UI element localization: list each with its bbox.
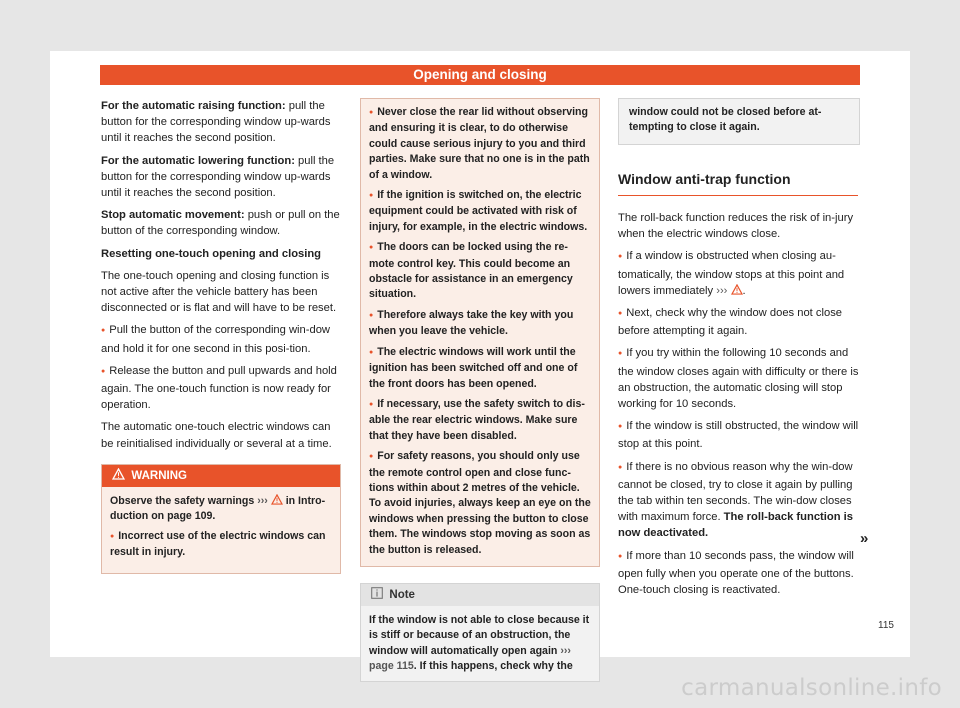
warning-icon xyxy=(112,468,125,480)
bullet-icon xyxy=(618,420,626,432)
bullet-icon xyxy=(369,106,377,118)
note-box xyxy=(360,583,600,682)
warning-bullet xyxy=(369,397,591,444)
list-item-text: If there is no obvious reason why the win-dow cannot be closed, try to close it again by pulling the tab within ten seconds. The win-dow closes with maximum force. xyxy=(618,460,853,524)
warning-header xyxy=(102,465,340,487)
bullet-icon xyxy=(369,309,377,321)
bullet-icon xyxy=(369,450,377,462)
term-lowering: For the automatic lowering function: xyxy=(101,154,295,167)
list-item xyxy=(618,548,860,599)
list-item xyxy=(101,363,341,414)
paragraph-text: pull the button for the corresponding window up-wards until it reaches the second position. xyxy=(101,154,335,200)
warning-box xyxy=(101,464,341,574)
note-label: Note xyxy=(389,588,415,601)
reference-arrow[interactable]: ››› xyxy=(257,494,268,507)
reference-arrow[interactable]: ››› xyxy=(716,284,728,297)
warning-bullet-text: For safety reasons, you should only use the remote control open and close func-tions within about 2 metres of the vehicle. To avoid injuries, always keep an eye on the windows when pressing the button to close them. The windows stop moving as soon as the button is released. xyxy=(369,450,591,556)
warning-bullet xyxy=(369,188,591,235)
section-header: Opening and closing xyxy=(100,65,860,85)
warning-bullet xyxy=(369,105,591,183)
paragraph: The one-touch opening and closing function is not active after the vehicle battery has been disconnected or is flat and will have to be reset. xyxy=(101,269,337,315)
note-body xyxy=(361,606,599,681)
warning-continuation-box xyxy=(360,98,600,567)
column-right xyxy=(618,98,860,604)
warning-icon xyxy=(731,284,743,295)
list-item-text: If the window is still obstructed, the window will stop at this point. xyxy=(618,420,859,451)
warning-bullet-text: Therefore always take the key with you when you leave the vehicle. xyxy=(369,308,574,338)
warning-text xyxy=(110,494,332,525)
paragraph xyxy=(101,153,341,202)
bullet-icon xyxy=(369,241,377,253)
watermark: carmanualsonline.info xyxy=(681,675,942,701)
note-continuation-box xyxy=(618,98,860,145)
bullet-icon xyxy=(369,189,377,201)
paragraph-text: pull the button for the corresponding window up-wards until it reaches the second position. xyxy=(101,100,331,145)
warning-bullet-text: The doors can be locked using the re-mote control key. This could become an obstacle for assistance in an emergency situation. xyxy=(369,241,573,301)
bullet-icon xyxy=(101,324,109,336)
list-item-text: If more than 10 seconds pass, the window will open fully when you operate one of the buttons. One-touch closing is reactivated. xyxy=(618,549,854,597)
warning-bullet xyxy=(110,529,332,561)
bullet-icon xyxy=(618,550,626,562)
note-text-b: . If this happens, check why the xyxy=(413,660,573,673)
list-item xyxy=(618,345,860,412)
warning-bullet xyxy=(369,345,591,392)
continued-marker: » xyxy=(860,530,869,547)
section-body xyxy=(618,210,860,598)
term-stop: Stop automatic movement: xyxy=(101,209,245,222)
list-item-text: If you try within the following 10 seconds and the window closes again with difficulty or there is an obstruction, the automatic closing will stop working for 10 seconds. xyxy=(618,347,859,411)
list-item xyxy=(618,305,860,339)
bullet-icon xyxy=(618,347,626,359)
column-left xyxy=(101,98,341,574)
bullet-icon xyxy=(618,250,626,262)
warning-label: WARNING xyxy=(131,469,187,482)
warning-bullet-text: The electric windows will work until the ignition has been switched off and one of the front doors has been opened. xyxy=(369,345,578,390)
warning-body xyxy=(102,487,340,573)
warning-bullet xyxy=(369,308,591,340)
note-text-a: If the window is not able to close because it is stiff or because of an obstruction, the window will automatically open again xyxy=(369,613,590,657)
page-number: 115 xyxy=(878,620,894,631)
warning-bullet-text: If necessary, use the safety switch to dis-able the rear electric windows. Make sure that they have been disabled. xyxy=(369,397,585,442)
warning-bullet-text: Incorrect use of the electric windows can result in injury. xyxy=(110,529,326,559)
section-heading: Window anti-trap function xyxy=(618,171,858,196)
term-raising: For the automatic raising function: xyxy=(101,100,286,112)
paragraph: The automatic one-touch electric windows can be reinitialised individually or several at a time. xyxy=(101,421,332,450)
warning-bullet-text: Never close the rear lid without observing and ensuring it is clear, to do otherwise could cause serious injury to you and third parties. Make sure that no one is in the path of a window. xyxy=(369,106,590,181)
warning-bullet xyxy=(369,240,591,303)
warning-text-b: in Intro-duction on page 109. xyxy=(110,494,326,523)
info-icon xyxy=(371,587,383,599)
paragraph xyxy=(101,207,341,239)
warning-bullet-text: If the ignition is switched on, the electric equipment could be activated with risk of injury, for example, in the electric windows. xyxy=(369,189,588,233)
warning-text-a: Observe the safety warnings xyxy=(110,494,255,507)
bullet-icon xyxy=(369,346,377,358)
list-item-text: If a window is obstructed when closing au-tomatically, the window stops at this point and lowers immediately xyxy=(618,250,845,297)
bullet-icon xyxy=(110,530,118,542)
note-continuation-text: window could not be closed before at-tempting to close it again. xyxy=(629,106,822,134)
note-header xyxy=(361,584,599,606)
list-item xyxy=(101,322,341,356)
bullet-icon xyxy=(369,398,377,410)
list-item-text: Pull the button of the corresponding win-dow and hold it for one second in this posi-tion. xyxy=(101,324,331,355)
list-item-text: Next, check why the window does not close before attempting it again. xyxy=(618,307,843,338)
list-item xyxy=(618,459,860,542)
column-middle xyxy=(360,98,600,682)
list-item-text: Release the button and pull upwards and hold again. The one-touch function is now ready for operation. xyxy=(101,364,337,412)
page-reference-link[interactable]: ››› page 115 xyxy=(369,644,571,673)
paragraph-text: push or pull on the button of the corresponding window. xyxy=(101,209,340,238)
subheading: Resetting one-touch opening and closing xyxy=(101,247,322,260)
bullet-icon xyxy=(101,365,109,377)
list-item-bold-text: The roll-back function is now deactivated. xyxy=(618,511,853,540)
bullet-icon xyxy=(618,307,626,319)
warning-bullet xyxy=(369,449,591,558)
list-item xyxy=(618,418,860,452)
paragraph xyxy=(101,98,341,147)
bullet-icon xyxy=(618,461,626,473)
warning-icon xyxy=(271,494,283,505)
paragraph: The roll-back function reduces the risk of in-jury when the electric windows close. xyxy=(618,212,854,241)
list-item: ● If a window is obstructed when closing au-tomatically, the window stops at this point and lowers immediately ››› . xyxy=(618,248,860,299)
